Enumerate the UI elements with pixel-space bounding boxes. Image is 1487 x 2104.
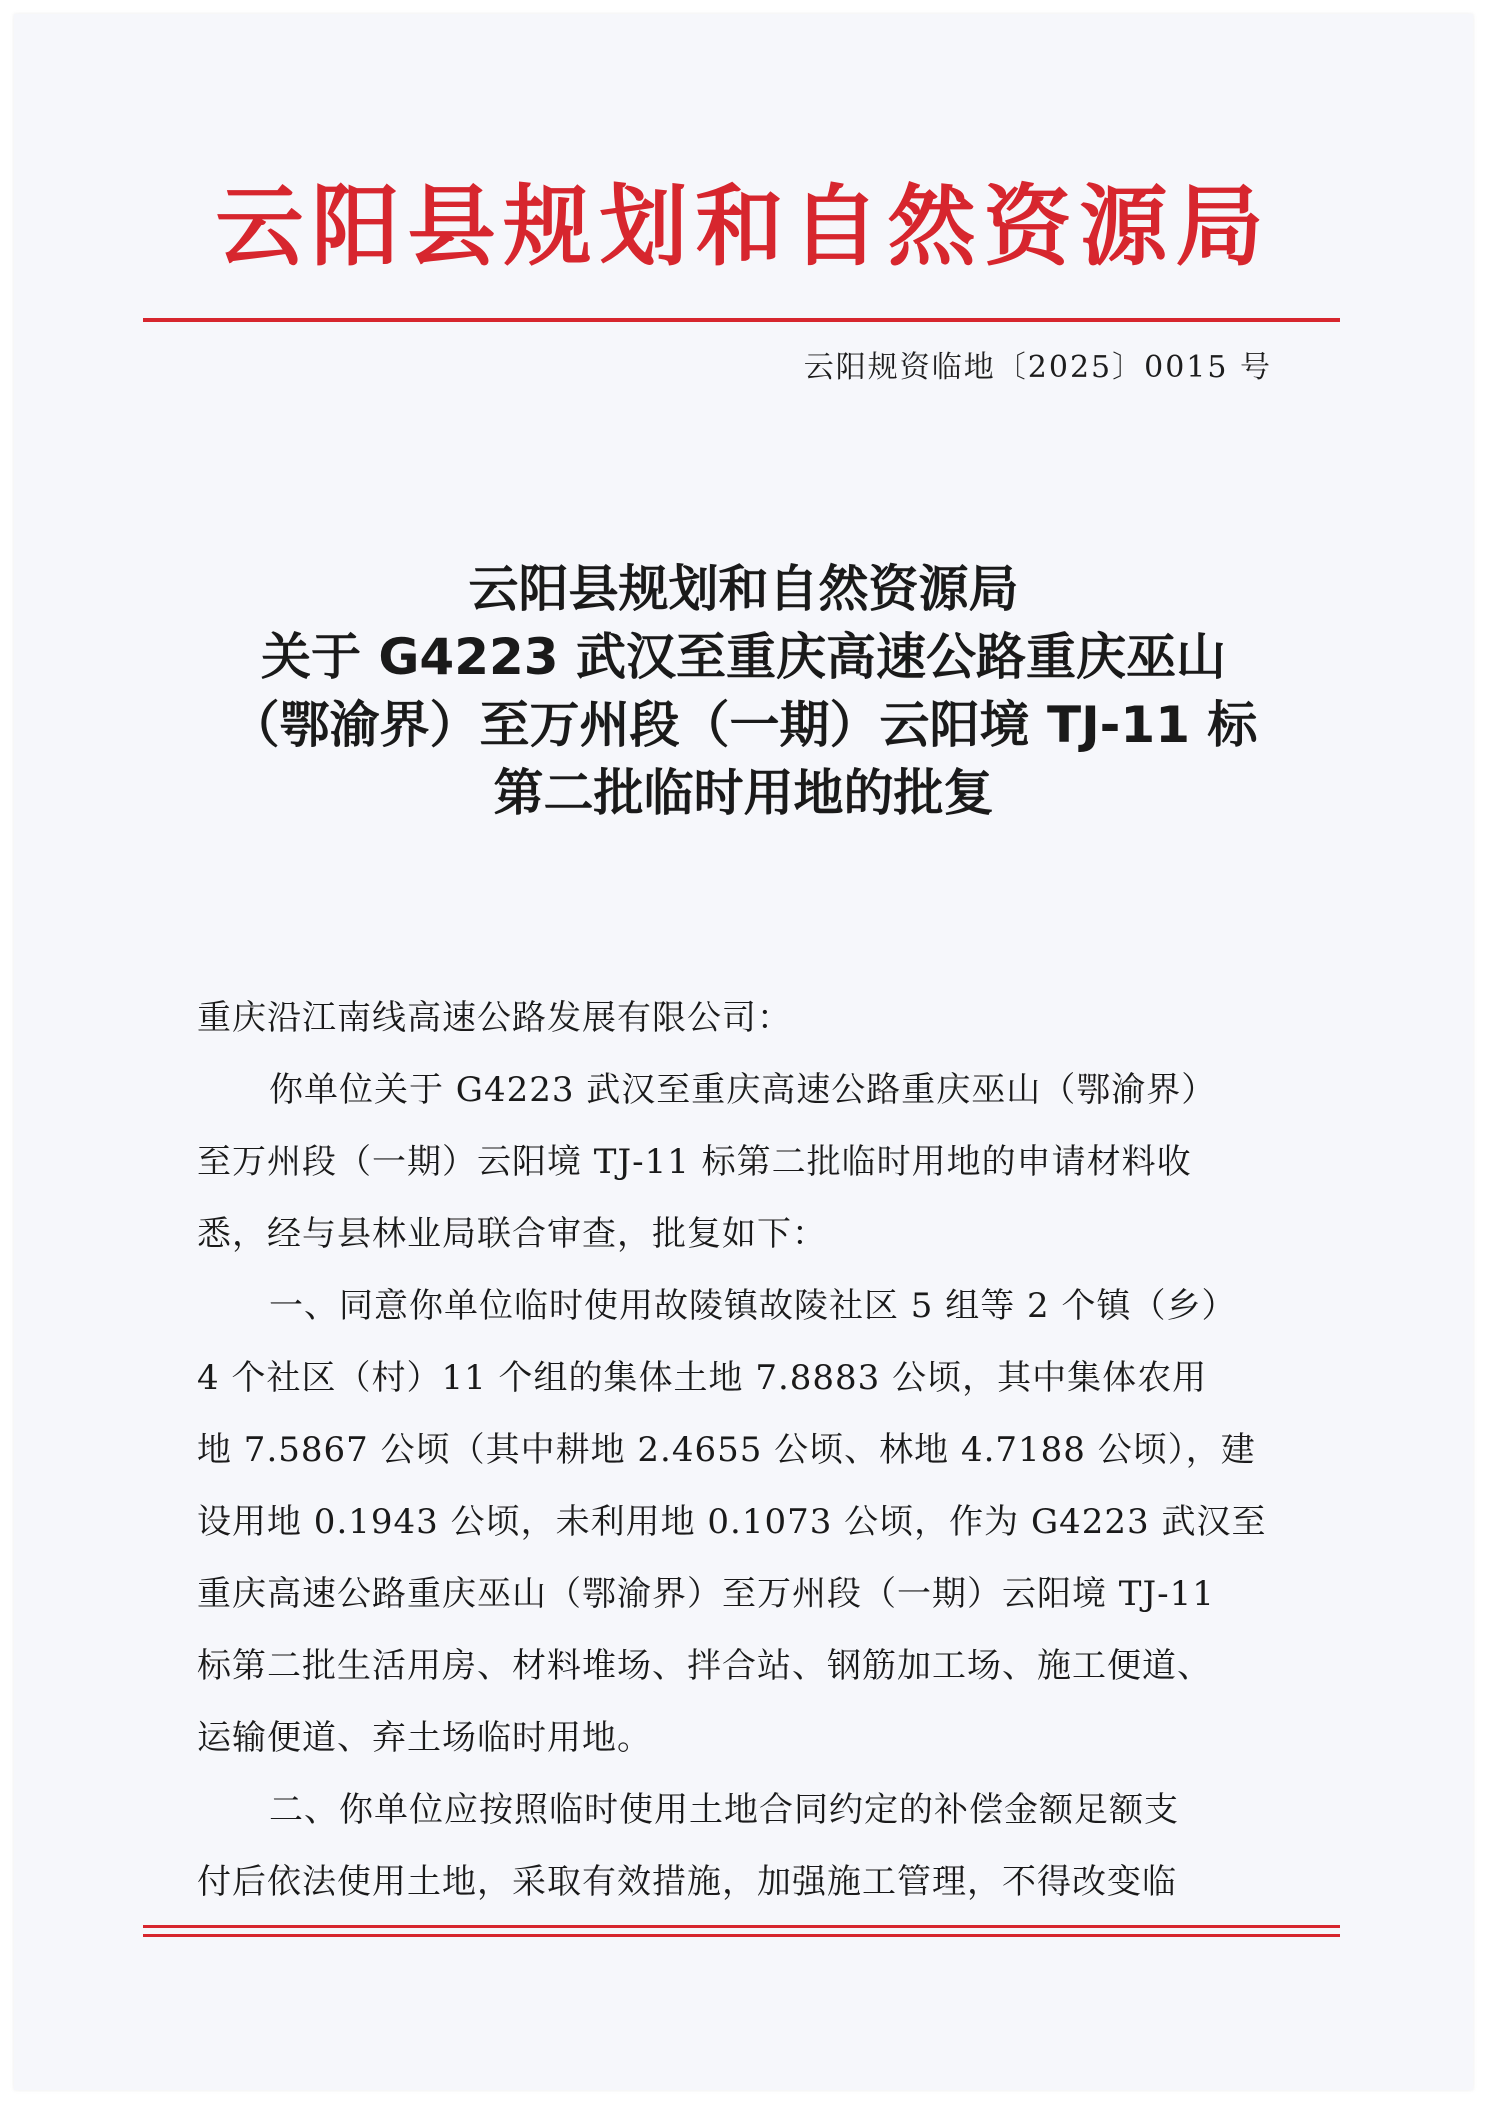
body-line: 4 个社区（村）11 个组的集体土地 7.8883 公顷，其中集体农用: [197, 1358, 1208, 1398]
masthead-red-rule: [143, 318, 1340, 322]
body-line: 付后依法使用土地，采取有效措施，加强施工管理，不得改变临: [197, 1862, 1177, 1902]
addressee-line: 重庆沿江南线高速公路发展有限公司：: [197, 998, 792, 1038]
title-line: 云阳县规划和自然资源局: [468, 560, 1019, 618]
document-body: [197, 982, 1302, 1918]
body-line: 你单位关于 G4223 武汉至重庆高速公路重庆巫山（鄂渝界）: [269, 1070, 1217, 1110]
body-line: 一、同意你单位临时使用故陵镇故陵社区 5 组等 2 个镇（乡）: [269, 1286, 1237, 1326]
body-line: 悉，经与县林业局联合审查，批复如下：: [197, 1214, 827, 1254]
body-line: 运输便道、弃土场临时用地。: [197, 1718, 652, 1758]
footer-red-rule: [143, 1934, 1340, 1937]
title-line: 第二批临时用地的批复: [493, 764, 994, 822]
body-line: 重庆高速公路重庆巫山（鄂渝界）至万州段（一期）云阳境 TJ-11: [197, 1574, 1215, 1614]
document-title: [0, 555, 1487, 827]
body-line: 标第二批生活用房、材料堆场、拌合站、钢筋加工场、施工便道、: [197, 1646, 1212, 1686]
title-line: 关于 G4223 武汉至重庆高速公路重庆巫山: [260, 628, 1226, 686]
body-line: 二、你单位应按照临时使用土地合同约定的补偿金额足额支: [269, 1790, 1179, 1830]
body-line: 地 7.5867 公顷（其中耕地 2.4655 公顷、林地 4.7188 公顷），建: [197, 1430, 1256, 1470]
title-line: （鄂渝界）至万州段（一期）云阳境 TJ-11 标: [229, 696, 1258, 754]
body-line: 设用地 0.1943 公顷，未利用地 0.1073 公顷，作为 G4223 武汉至: [197, 1502, 1267, 1542]
footer-red-rule: [143, 1925, 1340, 1928]
issuer-masthead: 云阳县规划和自然资源局: [215, 174, 1272, 278]
body-line: 至万州段（一期）云阳境 TJ-11 标第二批临时用地的申请材料收: [197, 1142, 1192, 1182]
document-number: 云阳规资临地〔2025〕0015 号: [803, 350, 1272, 385]
